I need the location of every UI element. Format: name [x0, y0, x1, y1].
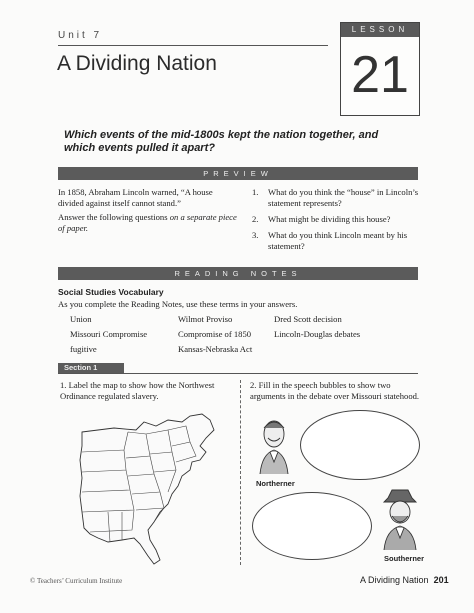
essential-question: Which events of the mid-1800s kept the nation together, and which events pulled it apart? [64, 129, 379, 154]
footer-title-text: A Dividing Nation [360, 575, 429, 585]
header-rule [58, 45, 328, 46]
lesson-label: LESSON [341, 23, 419, 37]
vocab-term: Missouri Compromise [70, 329, 148, 339]
page-title: A Dividing Nation [57, 52, 217, 75]
map-outline [80, 414, 214, 564]
vocab-term: Union [70, 314, 92, 324]
question-text: What might be dividing this house? [268, 214, 391, 224]
preview-bar: PREVIEW [58, 167, 418, 180]
question-number: 2. [252, 214, 259, 224]
us-map[interactable] [64, 412, 234, 572]
southerner-speech-bubble[interactable] [252, 492, 372, 560]
lesson-number: 21 [351, 46, 409, 104]
question-text: What do you think the “house” in Lincoln’s statement represents? [268, 187, 419, 208]
preview-quote: In 1858, Abraham Lincoln warned, “A house divided against itself cannot stand.” [58, 187, 213, 208]
reading-notes-bar: READING NOTES [58, 267, 418, 280]
preview-instructions [58, 212, 238, 234]
vocab-term: Dred Scott decision [274, 314, 342, 324]
question-number: 3. [252, 230, 259, 240]
northerner-label: Northerner [256, 479, 295, 488]
vocab-term: Lincoln-Douglas debates [274, 329, 361, 339]
vocab-term: Compromise of 1850 [178, 329, 252, 339]
footer-title [360, 575, 449, 585]
unit-label: Unit 7 [58, 30, 103, 41]
preview-questions [252, 187, 422, 257]
question-text: What do you think Lincoln meant by his statement? [268, 230, 408, 251]
section-1-label: Section 1 [58, 363, 124, 373]
preview-question-1 [252, 187, 422, 209]
vocab-term: Kansas-Nebraska Act [178, 344, 253, 354]
section-question-1: 1. Label the map to show how the Northwest Ordinance regulated slavery. [60, 380, 215, 401]
southerner-portrait [378, 488, 422, 552]
instructions-italic: on a separate piece of paper. [58, 212, 237, 233]
vocab-intro: As you complete the Reading Notes, use these terms in your answers. [58, 299, 298, 309]
preview-question-3 [252, 230, 422, 252]
lesson-box [340, 22, 420, 116]
copyright: © Teachers’ Curriculum Institute [30, 577, 123, 585]
question-number: 1. [252, 187, 259, 197]
section-question-2: 2. Fill in the speech bubbles to show two arguments in the debate over Missouri statehood. [250, 380, 420, 401]
southerner-label: Southerner [384, 554, 425, 563]
instructions-text: Answer the following questions [58, 212, 170, 222]
section-rule [58, 373, 418, 374]
vocab-term: Wilmot Proviso [178, 314, 233, 324]
page-number: 201 [433, 575, 449, 585]
vocab-term: fugitive [70, 344, 97, 354]
preview-intro [58, 187, 238, 237]
column-divider [240, 380, 241, 565]
northerner-portrait [252, 414, 296, 476]
northerner-speech-bubble[interactable] [300, 410, 420, 480]
preview-question-2 [252, 214, 422, 225]
vocab-heading: Social Studies Vocabulary [58, 287, 164, 297]
